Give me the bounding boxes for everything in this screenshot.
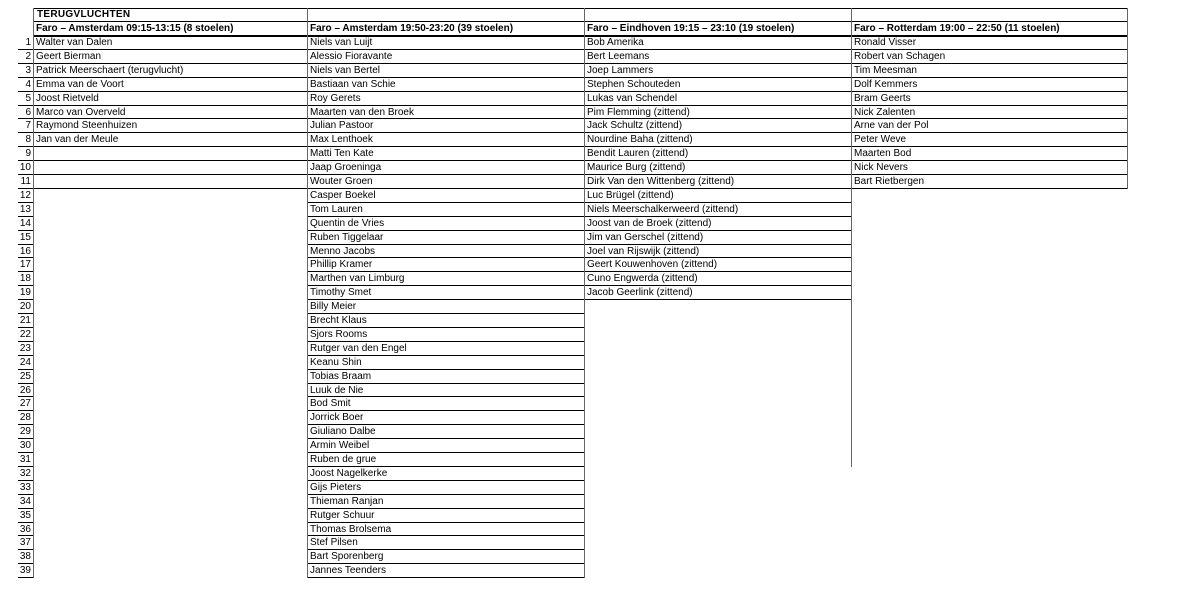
row-number: 37 (19, 537, 31, 549)
row-number: 36 (19, 523, 31, 535)
cell-name[interactable]: Ruben Tiggelaar (310, 231, 384, 243)
cell-name[interactable]: Jaap Groeninga (310, 162, 382, 174)
grid-line (18, 535, 33, 536)
grid-line (307, 105, 584, 106)
grid-line (18, 369, 33, 370)
grid-line (33, 105, 307, 106)
cell-name[interactable]: Alessio Fioravante (310, 50, 393, 62)
row-number: 26 (19, 384, 31, 396)
grid-line (33, 146, 307, 147)
grid-line (307, 424, 584, 425)
cell-name[interactable]: Jim van Gerschel (zittend) (587, 231, 704, 243)
row-number: 16 (19, 245, 31, 257)
row-number: 28 (19, 412, 31, 424)
cell-name[interactable]: Joep Lammers (587, 64, 654, 76)
grid-line (584, 188, 851, 189)
grid-line (18, 452, 33, 453)
row-number: 8 (25, 134, 31, 146)
grid-line (307, 341, 584, 342)
cell-name[interactable]: Gijs Pieters (310, 481, 362, 493)
grid-line (307, 355, 584, 356)
grid-line (307, 466, 584, 467)
grid-line (307, 257, 584, 258)
grid-line (18, 438, 33, 439)
grid-line (307, 160, 584, 161)
row-number: 25 (19, 370, 31, 382)
grid-line (18, 202, 33, 203)
grid-line (18, 494, 33, 495)
grid-line (18, 216, 33, 217)
row-number: 23 (19, 342, 31, 354)
cell-name[interactable]: Ruben de grue (310, 454, 377, 465)
grid-line (18, 383, 33, 384)
cell-name[interactable]: Niels Meerschalkerweerd (zittend) (587, 203, 739, 215)
grid-line (584, 91, 851, 92)
grid-line (307, 49, 584, 50)
grid-line (307, 77, 584, 78)
grid-line (584, 216, 851, 217)
cell-name[interactable]: Maarten Bod (854, 148, 912, 160)
cell-name[interactable]: Stephen Schouteden (587, 78, 681, 90)
grid-line (307, 535, 584, 536)
row-number: 3 (25, 64, 31, 76)
cell-name[interactable]: Casper Boekel (310, 189, 376, 201)
row-number: 11 (20, 176, 31, 187)
grid-line (18, 410, 33, 411)
grid-line (307, 369, 584, 370)
grid-line (851, 174, 1127, 175)
cell-name[interactable]: Geert Kouwenhoven (zittend) (587, 259, 718, 271)
grid-line (584, 285, 851, 286)
cell-name[interactable]: Jack Schultz (zittend) (587, 120, 683, 132)
cell-name[interactable]: Peter Weve (854, 134, 907, 146)
cell-name[interactable]: Tim Meesman (854, 64, 917, 76)
grid-line (18, 105, 33, 106)
grid-line (18, 132, 33, 133)
grid-line (307, 522, 584, 523)
grid-line (584, 8, 585, 578)
grid-line (18, 285, 33, 286)
cell-name[interactable]: Tom Lauren (310, 203, 363, 215)
grid-line (18, 174, 33, 175)
cell-name[interactable]: Julian Pastoor (310, 120, 374, 132)
column-header: Faro – Rotterdam 19:00 – 22:50 (11 stoelen) (854, 23, 1060, 34)
row-number: 22 (19, 328, 31, 340)
cell-name[interactable]: Dolf Kemmers (854, 78, 918, 90)
cell-name[interactable]: Emma van de Voort (36, 78, 124, 90)
column-header: Faro – Eindhoven 19:15 – 23:10 (19 stoelen) (587, 23, 795, 34)
grid-line (307, 188, 584, 189)
cell-name[interactable]: Jorrick Boer (310, 412, 364, 424)
row-number: 19 (19, 287, 31, 299)
cell-name[interactable]: Thieman Ranjan (310, 495, 384, 507)
grid-line (584, 118, 851, 119)
grid-line (18, 508, 33, 509)
row-number: 5 (25, 92, 31, 104)
cell-name[interactable]: Wouter Groen (310, 176, 373, 187)
grid-line (584, 271, 851, 272)
cell-name[interactable]: Maurice Burg (zittend) (587, 162, 686, 174)
cell-name[interactable]: Jan van der Meule (36, 134, 119, 146)
cell-name[interactable]: Armin Weibel (310, 440, 370, 452)
row-number: 38 (19, 551, 31, 563)
cell-name[interactable]: Maarten van den Broek (310, 106, 414, 118)
grid-line (1127, 8, 1128, 189)
grid-line (33, 63, 307, 64)
cell-name[interactable]: Menno Jacobs (310, 245, 376, 257)
grid-line (33, 118, 307, 119)
grid-line (851, 8, 852, 467)
cell-name[interactable]: Lukas van Schendel (587, 92, 678, 104)
grid-line (307, 299, 584, 300)
grid-line (18, 188, 33, 189)
grid-line (307, 8, 308, 578)
grid-line (18, 480, 33, 481)
row-number: 33 (19, 481, 31, 493)
column-header: Faro – Amsterdam 09:15-13:15 (8 stoelen) (36, 23, 234, 34)
cell-name[interactable]: Marthen van Limburg (310, 273, 405, 285)
grid-line (307, 285, 584, 286)
cell-name[interactable]: Walter van Dalen (36, 37, 113, 48)
grid-line (307, 63, 584, 64)
grid-line (33, 160, 307, 161)
row-number: 1 (25, 37, 31, 48)
grid-line (33, 8, 1127, 9)
grid-line (33, 188, 307, 189)
grid-line (307, 146, 584, 147)
grid-line (307, 202, 584, 203)
grid-line (18, 522, 33, 523)
grid-line (33, 8, 34, 578)
grid-line (18, 396, 33, 397)
cell-name[interactable]: Bert Leemans (587, 50, 650, 62)
grid-line (584, 230, 851, 231)
cell-name[interactable]: Brecht Klaus (310, 315, 367, 326)
grid-line (18, 63, 33, 64)
grid-line (18, 271, 33, 272)
cell-name[interactable]: Rutger van den Engel (310, 342, 407, 354)
grid-line (584, 244, 851, 245)
cell-name[interactable]: Pim Flemming (zittend) (587, 106, 690, 118)
cell-name[interactable]: Tobias Braam (310, 370, 372, 382)
cell-name[interactable]: Nick Zalenten (854, 106, 916, 118)
cell-name[interactable]: Bod Smit (310, 398, 351, 410)
grid-line (307, 91, 584, 92)
grid-line (307, 174, 584, 175)
row-number: 4 (25, 78, 31, 90)
grid-line (307, 118, 584, 119)
row-number: 29 (19, 426, 31, 438)
cell-name[interactable]: Joost Nagelkerke (310, 467, 388, 479)
grid-line (18, 91, 33, 92)
row-number: 17 (19, 259, 31, 271)
row-number: 27 (19, 398, 31, 410)
grid-line (18, 577, 33, 578)
grid-line (307, 410, 584, 411)
cell-name[interactable]: Arne van der Pol (854, 120, 929, 132)
grid-line (584, 257, 851, 258)
cell-name[interactable]: Bart Rietbergen (854, 176, 925, 187)
grid-line (33, 49, 307, 50)
grid-line (307, 230, 584, 231)
grid-line (307, 313, 584, 314)
cell-name[interactable]: Joost Rietveld (36, 92, 99, 104)
cell-name[interactable]: Keanu Shin (310, 356, 362, 368)
row-number: 31 (19, 454, 31, 465)
grid-line (307, 549, 584, 550)
row-number: 13 (19, 203, 31, 215)
grid-line (18, 77, 33, 78)
cell-name[interactable]: Joel van Rijswijk (zittend) (587, 245, 700, 257)
grid-line (18, 299, 33, 300)
grid-line (307, 508, 584, 509)
cell-name[interactable]: Luuk de Nie (310, 384, 364, 396)
cell-name[interactable]: Thomas Brolsema (310, 523, 392, 535)
cell-name[interactable]: Joost van de Broek (zittend) (587, 217, 712, 229)
grid-line (18, 466, 33, 467)
grid-line (18, 355, 33, 356)
grid-line (18, 49, 33, 50)
grid-line (584, 77, 851, 78)
grid-line (584, 174, 851, 175)
grid-line (18, 257, 33, 258)
grid-line (33, 35, 1127, 37)
grid-line (851, 118, 1127, 119)
cell-name[interactable]: Nourdine Baha (zittend) (587, 134, 693, 146)
grid-line (307, 327, 584, 328)
cell-name[interactable]: Giuliano Dalbe (310, 426, 376, 438)
cell-name[interactable]: Niels van Bertel (310, 64, 381, 76)
cell-name[interactable]: Matti Ten Kate (310, 148, 374, 160)
cell-name[interactable]: Raymond Steenhuizen (36, 120, 138, 132)
grid-line (307, 244, 584, 245)
cell-name[interactable]: Max Lenthoek (310, 134, 373, 146)
row-number: 39 (19, 565, 31, 577)
row-number: 9 (25, 148, 31, 160)
cell-name[interactable]: Billy Meier (310, 301, 357, 313)
grid-line (18, 327, 33, 328)
grid-line (18, 230, 33, 231)
grid-line (33, 77, 307, 78)
grid-line (584, 160, 851, 161)
cell-name[interactable]: Patrick Meerschaert (terugvlucht) (36, 64, 184, 76)
cell-name[interactable]: Dirk Van den Wittenberg (zittend) (587, 176, 735, 187)
grid-line (851, 77, 1127, 78)
grid-line (33, 132, 307, 133)
grid-line (18, 563, 33, 564)
cell-name[interactable]: Phillip Kramer (310, 259, 373, 271)
cell-name[interactable]: Nick Nevers (854, 162, 908, 174)
grid-line (851, 63, 1127, 64)
grid-line (584, 299, 851, 300)
grid-line (18, 244, 33, 245)
grid-line (307, 452, 584, 453)
sheet-title: TERUGVLUCHTEN (37, 9, 131, 20)
row-number: 2 (25, 50, 31, 62)
cell-name[interactable]: Niels van Luijt (310, 37, 373, 48)
grid-line (18, 341, 33, 342)
column-header: Faro – Amsterdam 19:50-23:20 (39 stoelen) (310, 23, 514, 34)
grid-line (851, 160, 1127, 161)
row-number: 20 (19, 301, 31, 313)
cell-name[interactable]: Marco van Overveld (36, 106, 126, 118)
grid-line (18, 313, 33, 314)
grid-line (584, 49, 851, 50)
row-number: 6 (25, 106, 31, 118)
cell-name[interactable]: Quentin de Vries (310, 217, 385, 229)
cell-name[interactable]: Timothy Smet (310, 287, 372, 299)
row-number: 10 (19, 162, 31, 174)
cell-name[interactable]: Sjors Rooms (310, 328, 368, 340)
cell-name[interactable]: Jacob Geerlink (zittend) (587, 287, 693, 299)
row-number: 15 (19, 231, 31, 243)
row-number: 14 (19, 217, 31, 229)
row-number: 30 (19, 440, 31, 452)
grid-line (307, 577, 584, 578)
grid-line (851, 91, 1127, 92)
grid-line (584, 202, 851, 203)
grid-line (18, 146, 33, 147)
cell-name[interactable]: Roy Gerets (310, 92, 361, 104)
grid-line (18, 160, 33, 161)
grid-line (851, 49, 1127, 50)
cell-name[interactable]: Bart Sporenberg (310, 551, 384, 563)
row-number: 35 (19, 509, 31, 521)
cell-name[interactable]: Geert Bierman (36, 50, 102, 62)
row-number: 12 (19, 189, 31, 201)
grid-line (307, 494, 584, 495)
grid-line (33, 21, 1127, 22)
row-number: 18 (19, 273, 31, 285)
grid-line (584, 132, 851, 133)
grid-line (584, 63, 851, 64)
grid-line (33, 174, 307, 175)
cell-name[interactable]: Bram Geerts (854, 92, 911, 104)
grid-line (307, 132, 584, 133)
grid-line (307, 216, 584, 217)
row-number: 21 (19, 315, 31, 326)
row-number: 7 (25, 120, 31, 132)
grid-line (18, 118, 33, 119)
cell-name[interactable]: Ronald Visser (854, 37, 917, 48)
grid-line (851, 188, 1127, 189)
cell-name[interactable]: Bendit Lauren (zittend) (587, 148, 689, 160)
grid-line (33, 91, 307, 92)
grid-line (307, 563, 584, 564)
cell-name[interactable]: Bob Amerika (587, 37, 644, 48)
cell-name[interactable]: Robert van Schagen (854, 50, 946, 62)
cell-name[interactable]: Rutger Schuur (310, 509, 375, 521)
grid-line (307, 480, 584, 481)
row-number: 34 (19, 495, 31, 507)
grid-line (584, 146, 851, 147)
grid-line (307, 438, 584, 439)
grid-line (307, 271, 584, 272)
grid-line (18, 549, 33, 550)
grid-line (851, 105, 1127, 106)
cell-name[interactable]: Jannes Teenders (310, 565, 386, 577)
row-number: 32 (19, 467, 31, 479)
row-number: 24 (19, 356, 31, 368)
grid-line (307, 383, 584, 384)
grid-line (851, 132, 1127, 133)
grid-line (851, 146, 1127, 147)
cell-name[interactable]: Stef Pilsen (310, 537, 358, 549)
grid-line (18, 424, 33, 425)
grid-line (307, 396, 584, 397)
cell-name[interactable]: Cuno Engwerda (zittend) (587, 273, 698, 285)
grid-line (584, 105, 851, 106)
cell-name[interactable]: Luc Brügel (zittend) (587, 189, 674, 201)
cell-name[interactable]: Bastiaan van Schie (310, 78, 396, 90)
